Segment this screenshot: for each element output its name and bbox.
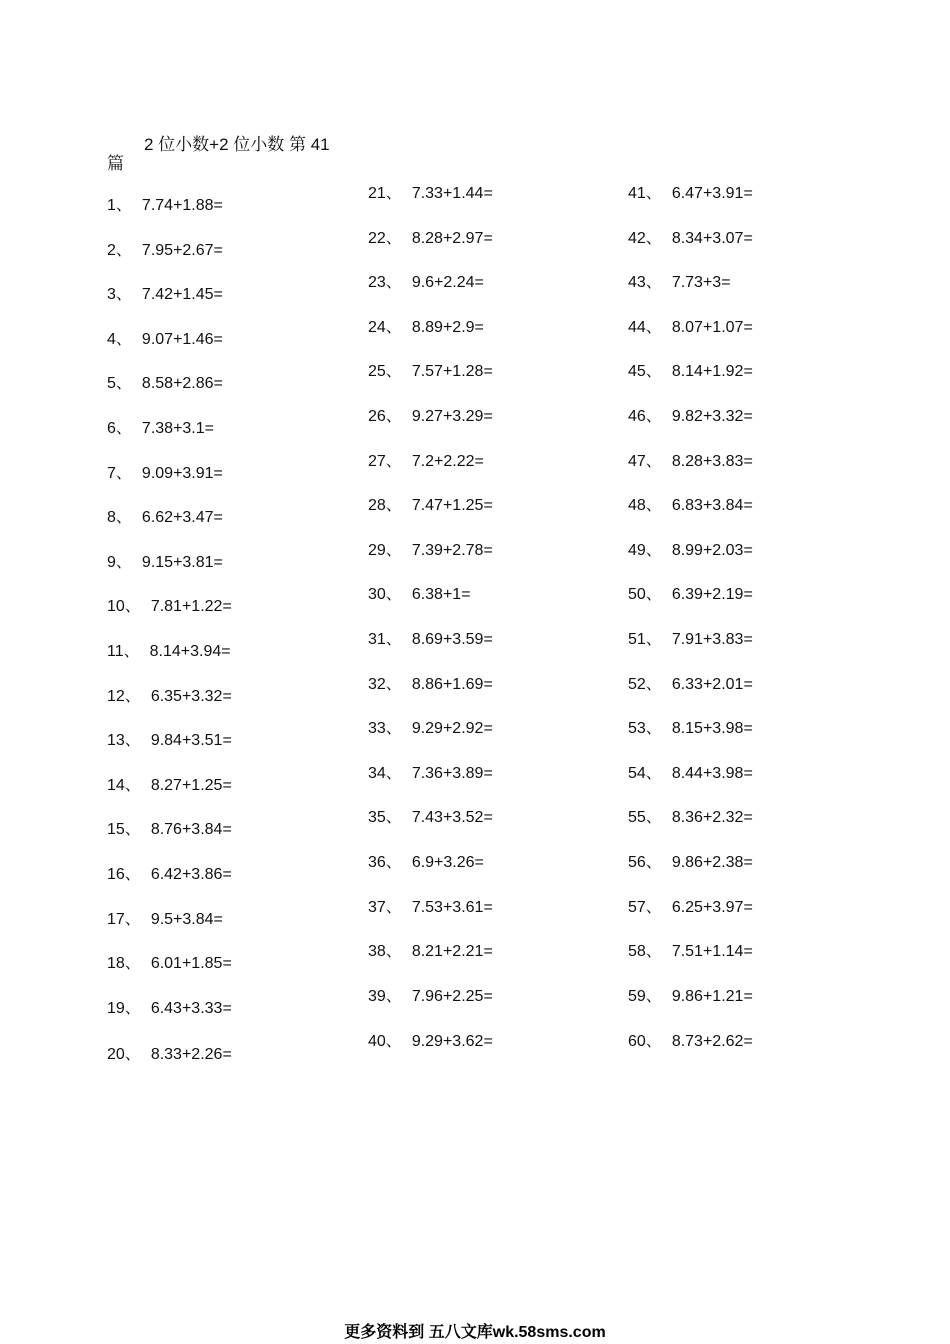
problem-separator: 、 <box>124 777 141 794</box>
problem-number: 9 <box>107 554 116 571</box>
problem-separator: 、 <box>385 542 402 559</box>
problem-number: 17 <box>107 911 125 928</box>
problem-separator: 、 <box>124 598 141 615</box>
problem-number: 3 <box>107 286 116 303</box>
problem-expression: 7.91+3.83= <box>671 631 753 648</box>
problem-expression: 6.25+3.97= <box>671 899 753 916</box>
problem-expression: 9.84+3.51= <box>150 732 232 749</box>
problem-item <box>107 1044 232 1066</box>
problem-item <box>368 361 493 383</box>
problem-expression: 6.43+3.33= <box>150 1000 232 1017</box>
problem-expression: 8.69+3.59= <box>411 631 493 648</box>
problem-expression: 8.27+1.25= <box>150 777 232 794</box>
problem-separator: 、 <box>645 319 662 336</box>
problem-separator: 、 <box>115 375 132 392</box>
problem-item <box>628 584 753 606</box>
problem-expression: 8.15+3.98= <box>671 720 753 737</box>
problem-item <box>628 183 753 205</box>
problem-separator: 、 <box>645 988 662 1005</box>
problem-separator: 、 <box>645 408 662 425</box>
problem-expression: 9.07+1.46= <box>141 331 223 348</box>
problem-separator: 、 <box>385 1033 402 1050</box>
problem-number: 50 <box>628 586 646 603</box>
problem-number: 21 <box>368 185 386 202</box>
problem-expression: 9.86+2.38= <box>671 854 753 871</box>
problem-item <box>107 730 232 752</box>
problem-item <box>628 317 753 339</box>
problem-expression: 8.14+1.92= <box>671 363 753 380</box>
problem-number: 54 <box>628 765 646 782</box>
problem-number: 49 <box>628 542 646 559</box>
problem-separator: 、 <box>385 809 402 826</box>
problem-item <box>628 718 753 740</box>
problem-separator: 、 <box>385 854 402 871</box>
problem-number: 1 <box>107 197 116 214</box>
problem-item <box>628 941 753 963</box>
problem-separator: 、 <box>645 497 662 514</box>
problem-expression: 6.47+3.91= <box>671 185 753 202</box>
problem-item <box>107 819 232 841</box>
problem-expression: 9.5+3.84= <box>150 911 223 928</box>
problem-expression: 9.15+3.81= <box>141 554 223 571</box>
problem-number: 43 <box>628 274 646 291</box>
problem-number: 20 <box>107 1046 125 1063</box>
problem-expression: 7.33+1.44= <box>411 185 493 202</box>
problem-separator: 、 <box>645 765 662 782</box>
problem-item <box>628 986 753 1008</box>
problem-expression: 7.73+3= <box>671 274 731 291</box>
problem-number: 51 <box>628 631 646 648</box>
problem-item <box>628 272 731 294</box>
problem-item <box>368 272 484 294</box>
problem-item <box>107 864 232 886</box>
problem-item <box>107 240 223 262</box>
problem-item <box>628 540 753 562</box>
problem-item <box>107 998 232 1020</box>
problem-separator: 、 <box>645 720 662 737</box>
problem-separator: 、 <box>124 1046 141 1063</box>
problem-item <box>368 897 493 919</box>
problem-separator: 、 <box>645 631 662 648</box>
problem-expression: 6.33+2.01= <box>671 676 753 693</box>
problem-expression: 8.58+2.86= <box>141 375 223 392</box>
problem-number: 14 <box>107 777 125 794</box>
problem-item <box>107 463 223 485</box>
problem-separator: 、 <box>385 899 402 916</box>
problem-separator: 、 <box>385 988 402 1005</box>
problem-number: 24 <box>368 319 386 336</box>
problem-item <box>628 897 753 919</box>
problem-separator: 、 <box>645 943 662 960</box>
problem-item <box>107 909 223 931</box>
problem-separator: 、 <box>124 821 141 838</box>
problem-separator: 、 <box>645 230 662 247</box>
problem-number: 57 <box>628 899 646 916</box>
problem-number: 41 <box>628 185 646 202</box>
problem-item <box>628 674 753 696</box>
problem-item <box>628 451 753 473</box>
problem-number: 16 <box>107 866 125 883</box>
problem-expression: 8.33+2.26= <box>150 1046 232 1063</box>
problem-separator: 、 <box>115 197 132 214</box>
problem-expression: 6.62+3.47= <box>141 509 223 526</box>
problem-item <box>107 418 214 440</box>
problem-number: 35 <box>368 809 386 826</box>
problem-number: 28 <box>368 497 386 514</box>
problem-expression: 6.01+1.85= <box>150 955 232 972</box>
problem-number: 39 <box>368 988 386 1005</box>
problem-number: 4 <box>107 331 116 348</box>
problem-item <box>107 284 223 306</box>
problem-expression: 8.89+2.9= <box>411 319 484 336</box>
problem-separator: 、 <box>115 554 132 571</box>
problem-item <box>628 1031 753 1053</box>
problem-separator: 、 <box>385 676 402 693</box>
problem-number: 52 <box>628 676 646 693</box>
problem-number: 45 <box>628 363 646 380</box>
worksheet-title-continuation: 篇 <box>107 154 124 173</box>
problem-number: 46 <box>628 408 646 425</box>
problem-expression: 6.38+1= <box>411 586 471 603</box>
problem-item <box>107 195 223 217</box>
problem-separator: 、 <box>385 720 402 737</box>
problem-expression: 6.35+3.32= <box>150 688 232 705</box>
problem-separator: 、 <box>385 363 402 380</box>
problem-separator: 、 <box>645 453 662 470</box>
problem-item <box>107 641 231 663</box>
footer-watermark: 更多资料到 五八文库wk.58sms.com <box>344 1324 606 1341</box>
problem-item <box>107 552 223 574</box>
problem-number: 58 <box>628 943 646 960</box>
problem-expression: 7.57+1.28= <box>411 363 493 380</box>
problem-item <box>107 507 223 529</box>
problem-item <box>368 986 493 1008</box>
problem-separator: 、 <box>385 497 402 514</box>
problem-number: 18 <box>107 955 125 972</box>
problem-number: 60 <box>628 1033 646 1050</box>
problem-expression: 7.2+2.22= <box>411 453 484 470</box>
problem-separator: 、 <box>115 420 132 437</box>
problem-number: 48 <box>628 497 646 514</box>
problem-expression: 6.42+3.86= <box>150 866 232 883</box>
problem-item <box>368 941 493 963</box>
problem-expression: 9.82+3.32= <box>671 408 753 425</box>
problem-number: 55 <box>628 809 646 826</box>
problem-separator: 、 <box>645 586 662 603</box>
problem-expression: 6.83+3.84= <box>671 497 753 514</box>
problem-expression: 6.39+2.19= <box>671 586 753 603</box>
problem-separator: 、 <box>645 899 662 916</box>
problem-expression: 9.09+3.91= <box>141 465 223 482</box>
problem-number: 15 <box>107 821 125 838</box>
problem-separator: 、 <box>124 732 141 749</box>
problem-separator: 、 <box>645 1033 662 1050</box>
problem-expression: 7.74+1.88= <box>141 197 223 214</box>
problem-separator: 、 <box>645 542 662 559</box>
problem-number: 38 <box>368 943 386 960</box>
problem-separator: 、 <box>115 242 132 259</box>
problem-expression: 7.38+3.1= <box>141 420 214 437</box>
problem-separator: 、 <box>385 765 402 782</box>
problem-item <box>368 584 471 606</box>
problem-number: 27 <box>368 453 386 470</box>
problem-separator: 、 <box>124 911 141 928</box>
problem-number: 31 <box>368 631 386 648</box>
problem-expression: 9.29+2.92= <box>411 720 493 737</box>
problem-separator: 、 <box>124 688 141 705</box>
problem-number: 33 <box>368 720 386 737</box>
problem-item <box>368 406 493 428</box>
problem-expression: 7.51+1.14= <box>671 943 753 960</box>
problem-item <box>107 596 232 618</box>
problem-number: 7 <box>107 465 116 482</box>
problem-item <box>107 373 223 395</box>
problem-item <box>368 763 493 785</box>
problem-number: 22 <box>368 230 386 247</box>
problem-number: 32 <box>368 676 386 693</box>
problem-item <box>628 629 753 651</box>
problem-number: 5 <box>107 375 116 392</box>
problem-separator: 、 <box>645 676 662 693</box>
problem-separator: 、 <box>385 943 402 960</box>
problem-number: 6 <box>107 420 116 437</box>
problem-number: 30 <box>368 586 386 603</box>
problem-separator: 、 <box>385 408 402 425</box>
problem-item <box>628 361 753 383</box>
problem-separator: 、 <box>385 319 402 336</box>
problem-item <box>368 629 493 651</box>
problem-item <box>107 775 232 797</box>
problem-item <box>628 763 753 785</box>
problem-separator: 、 <box>385 230 402 247</box>
problem-number: 56 <box>628 854 646 871</box>
problem-item <box>368 718 493 740</box>
problem-expression: 6.9+3.26= <box>411 854 484 871</box>
problem-separator: 、 <box>645 809 662 826</box>
problem-separator: 、 <box>645 185 662 202</box>
problem-item <box>368 674 493 696</box>
problem-item <box>368 540 493 562</box>
problem-expression: 7.36+3.89= <box>411 765 493 782</box>
problem-separator: 、 <box>115 331 132 348</box>
problem-number: 40 <box>368 1033 386 1050</box>
problem-separator: 、 <box>115 509 132 526</box>
problem-number: 47 <box>628 453 646 470</box>
problem-item <box>368 228 493 250</box>
problem-number: 44 <box>628 319 646 336</box>
problem-separator: 、 <box>645 363 662 380</box>
problem-item <box>368 317 484 339</box>
problem-expression: 9.27+3.29= <box>411 408 493 425</box>
problem-expression: 8.99+2.03= <box>671 542 753 559</box>
problem-number: 29 <box>368 542 386 559</box>
problem-expression: 7.43+3.52= <box>411 809 493 826</box>
problem-item <box>107 953 232 975</box>
problem-expression: 9.29+3.62= <box>411 1033 493 1050</box>
problem-expression: 8.14+3.94= <box>149 643 231 660</box>
problem-number: 10 <box>107 598 125 615</box>
problem-expression: 7.53+3.61= <box>411 899 493 916</box>
problem-separator: 、 <box>124 955 141 972</box>
problem-number: 12 <box>107 688 125 705</box>
problem-expression: 8.76+3.84= <box>150 821 232 838</box>
problem-expression: 7.47+1.25= <box>411 497 493 514</box>
problem-item <box>107 686 232 708</box>
problem-number: 34 <box>368 765 386 782</box>
problem-expression: 7.42+1.45= <box>141 286 223 303</box>
problem-separator: 、 <box>645 854 662 871</box>
problem-item <box>628 807 753 829</box>
problem-number: 23 <box>368 274 386 291</box>
problem-number: 25 <box>368 363 386 380</box>
problem-number: 26 <box>368 408 386 425</box>
problem-separator: 、 <box>385 274 402 291</box>
problem-item <box>628 406 753 428</box>
problem-separator: 、 <box>115 465 132 482</box>
problem-expression: 8.44+3.98= <box>671 765 753 782</box>
problem-number: 8 <box>107 509 116 526</box>
problem-number: 11 <box>107 643 124 660</box>
problem-expression: 8.07+1.07= <box>671 319 753 336</box>
problem-expression: 8.21+2.21= <box>411 943 493 960</box>
problem-expression: 8.28+3.83= <box>671 453 753 470</box>
problem-item <box>628 852 753 874</box>
problem-number: 2 <box>107 242 116 259</box>
problem-item <box>368 1031 493 1053</box>
problem-item <box>628 495 753 517</box>
problem-separator: 、 <box>385 453 402 470</box>
problem-expression: 8.28+2.97= <box>411 230 493 247</box>
problem-separator: 、 <box>124 866 141 883</box>
problem-number: 59 <box>628 988 646 1005</box>
problem-separator: 、 <box>123 643 140 660</box>
problem-expression: 9.6+2.24= <box>411 274 484 291</box>
problem-expression: 8.73+2.62= <box>671 1033 753 1050</box>
problem-separator: 、 <box>385 185 402 202</box>
problem-item <box>107 329 223 351</box>
problem-separator: 、 <box>115 286 132 303</box>
problem-item <box>368 451 484 473</box>
problem-number: 36 <box>368 854 386 871</box>
problem-number: 13 <box>107 732 125 749</box>
problem-expression: 8.36+2.32= <box>671 809 753 826</box>
problem-number: 19 <box>107 1000 125 1017</box>
problem-separator: 、 <box>385 586 402 603</box>
problem-expression: 7.95+2.67= <box>141 242 223 259</box>
problem-expression: 8.86+1.69= <box>411 676 493 693</box>
problem-separator: 、 <box>124 1000 141 1017</box>
problem-item <box>628 228 753 250</box>
problem-separator: 、 <box>645 274 662 291</box>
problem-expression: 8.34+3.07= <box>671 230 753 247</box>
problem-separator: 、 <box>385 631 402 648</box>
problem-item <box>368 183 493 205</box>
problem-expression: 7.96+2.25= <box>411 988 493 1005</box>
problem-item <box>368 852 484 874</box>
problem-item <box>368 495 493 517</box>
worksheet-title: 2 位小数+2 位小数 第 41 <box>144 135 330 154</box>
problem-expression: 7.81+1.22= <box>150 598 232 615</box>
problem-number: 53 <box>628 720 646 737</box>
problem-number: 37 <box>368 899 386 916</box>
problem-number: 42 <box>628 230 646 247</box>
problem-item <box>368 807 493 829</box>
problem-expression: 9.86+1.21= <box>671 988 753 1005</box>
problem-expression: 7.39+2.78= <box>411 542 493 559</box>
